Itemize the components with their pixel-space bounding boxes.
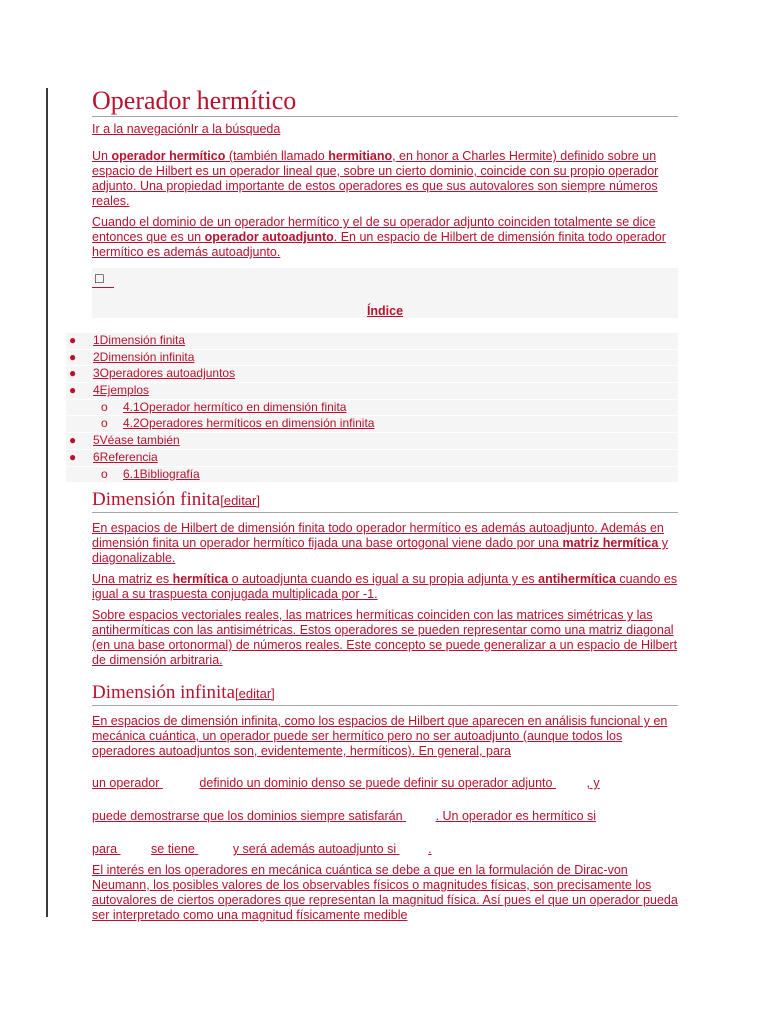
text: , y [586,776,600,790]
formula-placeholder [403,809,436,824]
text: Una matriz es [92,572,173,586]
term-operador-autoadjunto: operador autoadjunto [204,230,334,244]
toc-link[interactable]: 1Dimensión finita [93,333,186,347]
paragraph: Sobre espacios vectoriales reales, las matrices hermíticas coinciden con las matrices simétricas y las antihermíticas con las antisimétricas. Estos operadores se pueden representar como una matriz diagonal (en una base ortonormal) de números reales. Este concepto se puede generalizar a un espacio de Hilbert de dimensión arbitraria. [92,608,678,667]
formula-placeholder [117,842,151,857]
toc-toggle-checkbox[interactable]: ☐ [94,272,105,286]
text: un operador [92,776,160,790]
toc-item[interactable] [66,450,678,467]
section-heading [92,682,678,706]
toc-item[interactable] [66,433,678,450]
text: Cuando el dominio de un operador hermítico y el de su operador adjunto coinciden totalmente se dice entonces que es un [92,215,656,244]
text: o autoadjunta cuando es igual a su propia adjunta y es [228,572,539,586]
toc-item[interactable] [66,333,678,350]
toc-subitem[interactable] [66,416,678,433]
paragraph: En espacios de dimensión infinita, como los espacios de Hilbert que aparecen en análisis funcional y en mecánica cuántica, un operador puede ser hermítico pero no ser autoadjunto (aunque todos los operadores autoadjuntos son, evidentemente, hermíticos). En general, para [92,714,668,758]
paragraph-with-formula-gaps [92,842,678,857]
text: y será además autoadjunto si [232,842,397,856]
text: y diagonalizable. [92,536,669,565]
toc-link[interactable]: 2Dimensión infinita [93,349,195,364]
toc-item[interactable] [66,350,678,367]
bullet-icon: o [101,466,108,481]
paragraph: El interés en los operadores en mecánica cuántica se debe a que en la formulación de Dirac-von Neumann, los posibles valores de los observables físicos o magnitudes físicas, son precisamente los autovalores de ciertos operadores que representan la magnitud física. Así pues el que un operador pueda ser interpretado como una magnitud físicamente medible [92,863,678,922]
term: antihermítica [538,572,616,586]
formula-placeholder [159,776,199,791]
left-margin-rule [46,88,48,917]
paragraph [92,521,678,566]
paragraph-with-formula-gaps [92,809,678,824]
heading-text: Dimensión finita [92,489,221,510]
bullet-icon: ● [69,349,77,364]
text: definido un dominio denso se puede definir su operador adjunto [199,776,553,790]
bullet-icon: ● [69,366,77,381]
term: hermítica [172,572,229,586]
term-hermitiano: hermitiano [328,149,393,163]
toc-link[interactable]: 6Referencia [93,449,158,464]
text: (también llamado [225,149,329,163]
toc-link[interactable]: 6.1Bibliografía [123,466,200,481]
divider [92,287,114,288]
section-dimension-infinita [92,682,678,923]
toc-header [92,268,678,318]
toc-link[interactable]: 3Operadores autoadjuntos [93,366,236,381]
article [92,86,678,318]
bullet-icon: ● [69,449,77,464]
text: cuando es igual a su traspuesta conjugada multiplicada por -1. [92,572,678,601]
skip-links[interactable]: Ir a la navegaciónIr a la búsqueda [92,122,281,136]
section-dimension-finita [92,489,678,668]
text: Un [92,149,112,163]
paragraph-with-formula-gaps [92,776,678,791]
term: matriz hermítica [562,536,659,550]
text: puede demostrarse que los dominios siempre satisfarán [92,809,403,823]
formula-placeholder [396,842,428,857]
bullet-icon: ● [69,383,77,398]
edit-link[interactable]: [editar] [220,493,260,508]
toc-subitem[interactable] [66,400,678,417]
edit-link[interactable]: [editar] [235,686,275,701]
text: En espacios de Hilbert de dimensión finita todo operador hermítico es además autoadjunto. Además en dimensión finita un operador hermítico fijada una base ortogonal viene dado por una [92,521,664,550]
text: para [92,842,118,856]
bullet-icon: ● [69,333,77,347]
section-heading [92,489,678,513]
intro-paragraph-2 [92,215,678,260]
toc-link[interactable]: 4.2Operadores hermíticos en dimensión infinita [123,416,375,431]
toc-item[interactable] [66,366,678,383]
text: se tiene [151,842,195,856]
heading-text: Dimensión infinita [92,682,236,703]
formula-placeholder [552,776,586,791]
text: , en honor a Charles Hermite) definido sobre un espacio de Hilbert es un operador lineal que, sobre un cierto dominio, coincide con su propio operador adjunto. Una propiedad importante de estos operadores es que sus autovalores son siempre números reales. [92,149,659,208]
text: . Un operador es hermítico si [435,809,597,823]
bullet-icon: ● [69,433,77,448]
toc-link[interactable]: 4.1Operador hermítico en dimensión finita [123,399,347,414]
page-title: Operador hermítico [92,86,678,117]
text: . En un espacio de Hilbert de dimensión finita todo operador hermítico es además autoadjunto. [92,230,666,259]
formula-placeholder [195,842,233,857]
toc-link[interactable]: 5Véase también [93,433,180,448]
toc-item[interactable] [66,383,678,400]
bullet-icon: o [101,399,108,414]
intro-paragraph-1 [92,149,678,209]
text: . [428,842,432,856]
bullet-icon: o [101,416,108,431]
toc-link[interactable]: 4Ejemplos [93,383,150,398]
toc-list [66,333,678,483]
toc-title[interactable]: Índice [366,304,404,318]
term-operador-hermitico: operador hermítico [111,149,226,163]
toc-subitem[interactable] [66,467,678,484]
paragraph [92,572,678,602]
